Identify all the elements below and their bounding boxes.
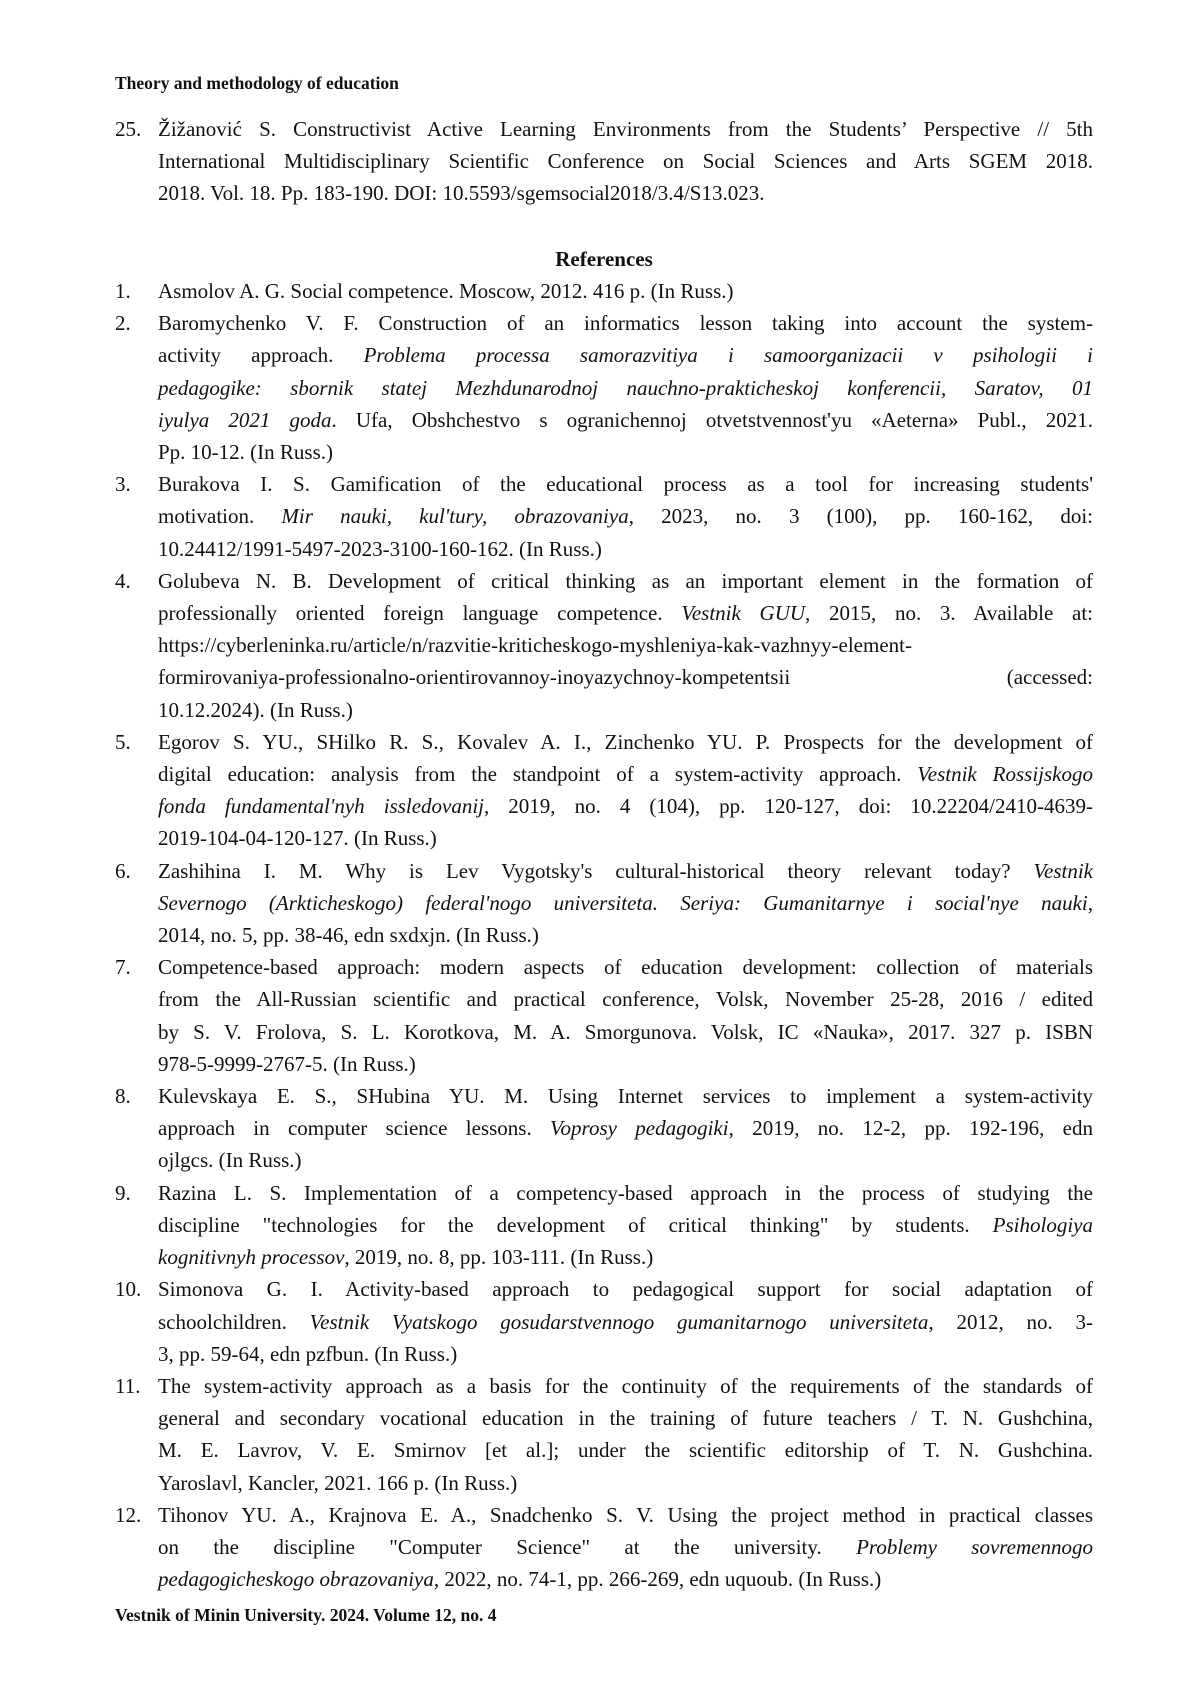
italic-source-title: pedagogike: sbornik statej Mezhdunarodnoj nauchno-prakticheskoj konferencii, Saratov, 01 <box>158 376 1093 400</box>
text-line <box>158 983 1093 1015</box>
italic-source-title: iyulya 2021 goda <box>158 408 332 432</box>
text-segment: , 2022, no. 74-1, pp. 266-269, edn uquoub. (In Russ.) <box>434 1567 881 1591</box>
reference-text <box>158 275 1093 307</box>
text-segment: Pp. 10-12. (In Russ.) <box>158 440 333 464</box>
reference-number: 1. <box>115 275 131 307</box>
text-line <box>158 468 1093 500</box>
text-segment: digital education: analysis from the standpoint of a system-activity approach. <box>158 762 917 786</box>
text-line <box>158 533 1093 565</box>
text-segment: formirovaniya-professionalno-orientirovannoy-inoyazychnoy-kompetentsii (accessed: <box>158 665 1093 689</box>
text-segment: 2014, no. 5, pp. 38-46, edn sxdxjn. (In Russ.) <box>158 923 539 947</box>
text-segment: ojlgcs. (In Russ.) <box>158 1148 302 1172</box>
text-segment: Tihonov YU. A., Krajnova E. A., Snadchenko S. V. Using the project method in practical classes <box>158 1503 1093 1527</box>
text-line <box>158 694 1093 726</box>
text-line <box>158 1273 1093 1305</box>
text-line <box>158 597 1093 629</box>
reference-entry <box>115 1080 1093 1177</box>
italic-source-title: Vestnik Rossijskogo <box>917 762 1093 786</box>
text-line <box>158 855 1093 887</box>
text-line <box>158 145 1093 177</box>
text-segment: 978-5-9999-2767-5. (In Russ.) <box>158 1052 416 1076</box>
reference-text <box>158 1177 1093 1274</box>
italic-source-title: Vestnik <box>1034 859 1093 883</box>
text-segment: Baromychenko V. F. Construction of an informatics lesson taking into account the system- <box>158 311 1093 335</box>
italic-source-title: pedagogicheskogo obrazovaniya <box>158 1567 434 1591</box>
italic-source-title: Psihologiya <box>993 1213 1093 1237</box>
reference-number: 3. <box>115 468 131 500</box>
text-line <box>158 1209 1093 1241</box>
text-segment: . Ufa, Obshchestvo s ogranichennoj otvetstvennost'yu «Aeterna» Publ., 2021. <box>332 408 1093 432</box>
reference-number: 10. <box>115 1273 141 1305</box>
reference-number: 7. <box>115 951 131 983</box>
text-segment: Competence-based approach: modern aspects of education development: collection of materials <box>158 955 1093 979</box>
text-line <box>158 790 1093 822</box>
reference-entry <box>115 726 1093 855</box>
text-line <box>158 629 1093 661</box>
text-segment: , <box>1088 891 1093 915</box>
text-line <box>158 404 1093 436</box>
text-line <box>158 565 1093 597</box>
reference-text <box>158 113 1093 210</box>
reference-entry <box>115 565 1093 726</box>
text-line <box>158 1563 1093 1595</box>
text-segment: 2019-104-04-120-127. (In Russ.) <box>158 826 437 850</box>
text-line <box>158 307 1093 339</box>
reference-text <box>158 1273 1093 1370</box>
reference-text <box>158 1080 1093 1177</box>
text-segment: , 2023, no. 3 (100), pp. 160-162, doi: <box>629 504 1093 528</box>
text-segment: Žižanović S. Constructivist Active Learning Environments from the Students’ Perspective // 5th <box>158 117 1093 141</box>
reference-entry <box>115 855 1093 952</box>
text-segment: 10.24412/1991-5497-2023-3100-160-162. (In Russ.) <box>158 537 602 561</box>
reference-text <box>158 468 1093 565</box>
reference-entry <box>115 468 1093 565</box>
text-line <box>158 661 1093 693</box>
text-segment: 10.12.2024). (In Russ.) <box>158 698 353 722</box>
text-segment: Kulevskaya E. S., SHubina YU. M. Using Internet services to implement a system-activity <box>158 1084 1093 1108</box>
text-line <box>158 500 1093 532</box>
text-line <box>158 887 1093 919</box>
text-line <box>158 1144 1093 1176</box>
reference-number: 11. <box>115 1370 140 1402</box>
text-line <box>158 1434 1093 1466</box>
reference-text <box>158 951 1093 1080</box>
reference-number: 4. <box>115 565 131 597</box>
text-segment: , 2012, no. 3- <box>928 1310 1093 1334</box>
text-segment: , 2019, no. 4 (104), pp. 120-127, doi: 10.22204/2410-4639- <box>484 794 1093 818</box>
text-line <box>158 1177 1093 1209</box>
reference-entry <box>115 1370 1093 1499</box>
text-line <box>158 1016 1093 1048</box>
text-segment: from the All-Russian scientific and practical conference, Volsk, November 25-28, 2016 / edited <box>158 987 1093 1011</box>
reference-number: 25. <box>115 113 141 145</box>
text-line <box>158 1531 1093 1563</box>
text-line <box>158 1241 1093 1273</box>
italic-source-title: fonda fundamental'nyh issledovanij <box>158 794 484 818</box>
reference-number: 8. <box>115 1080 131 1112</box>
text-line <box>158 1370 1093 1402</box>
text-segment: activity approach. <box>158 343 364 367</box>
text-segment: M. E. Lavrov, V. E. Smirnov [et al.]; under the scientific editorship of T. N. Gushchina. <box>158 1438 1093 1462</box>
references-heading: References <box>115 243 1093 275</box>
text-segment: Egorov S. YU., SHilko R. S., Kovalev A. I., Zinchenko YU. P. Prospects for the development of <box>158 730 1093 754</box>
text-segment: by S. V. Frolova, S. L. Korotkova, M. A. Smorgunova. Volsk, IC «Nauka», 2017. 327 p. ISBN <box>158 1020 1093 1044</box>
text-line <box>158 1499 1093 1531</box>
running-header: Theory and methodology of education <box>115 73 399 94</box>
text-segment: general and secondary vocational education in the training of future teachers / T. N. Gushchina, <box>158 1406 1093 1430</box>
text-segment: International Multidisciplinary Scientific Conference on Social Sciences and Arts SGEM 2018. <box>158 149 1093 173</box>
text-line <box>158 951 1093 983</box>
italic-source-title: Mir nauki, kul'tury, obrazovaniya <box>281 504 628 528</box>
text-line <box>158 436 1093 468</box>
text-segment: Yaroslavl, Kancler, 2021. 166 p. (In Russ.) <box>158 1471 517 1495</box>
reference-text <box>158 726 1093 855</box>
running-footer: Vestnik of Minin University. 2024. Volume 12, no. 4 <box>115 1605 497 1626</box>
reference-entry-25 <box>115 113 1093 210</box>
reference-entry <box>115 1499 1093 1596</box>
text-segment: The system-activity approach as a basis for the continuity of the requirements of the standards of <box>158 1374 1093 1398</box>
reference-number: 5. <box>115 726 131 758</box>
reference-text <box>158 1499 1093 1596</box>
italic-source-title: Problema processa samorazvitiya i samoorganizacii v psihologii i <box>364 343 1093 367</box>
italic-source-title: kognitivnyh processov <box>158 1245 344 1269</box>
text-line <box>158 1306 1093 1338</box>
reference-text <box>158 307 1093 468</box>
text-line <box>158 339 1093 371</box>
text-segment: motivation. <box>158 504 281 528</box>
text-segment: Zashihina I. M. Why is Lev Vygotsky's cultural-historical theory relevant today? <box>158 859 1034 883</box>
text-segment: approach in computer science lessons. <box>158 1116 550 1140</box>
text-segment: 2018. Vol. 18. Pp. 183-190. DOI: 10.5593/sgemsocial2018/3.4/S13.023. <box>158 181 765 205</box>
text-segment: professionally oriented foreign language competence. <box>158 601 681 625</box>
text-line <box>158 919 1093 951</box>
text-segment: Asmolov A. G. Social competence. Moscow, 2012. 416 p. (In Russ.) <box>158 279 734 303</box>
reference-entry <box>115 1273 1093 1370</box>
italic-source-title: Vestnik Vyatskogo gosudarstvennogo gumanitarnogo universiteta <box>310 1310 929 1334</box>
italic-source-title: Problemy sovremennogo <box>856 1535 1093 1559</box>
reference-number: 12. <box>115 1499 141 1531</box>
text-line <box>158 1112 1093 1144</box>
text-line <box>158 275 1093 307</box>
references-list <box>0 275 978 1595</box>
text-line <box>158 758 1093 790</box>
text-segment: Simonova G. I. Activity-based approach to pedagogical support for social adaptation of <box>158 1277 1093 1301</box>
reference-number: 2. <box>115 307 131 339</box>
text-line <box>158 1080 1093 1112</box>
text-line <box>158 726 1093 758</box>
text-line <box>158 1338 1093 1370</box>
text-segment: https://cyberleninka.ru/article/n/razvitie-kriticheskogo-myshleniya-kak-vazhnyy-element- <box>158 633 912 657</box>
reference-entry <box>115 951 1093 1080</box>
text-line <box>158 372 1093 404</box>
text-segment: , 2019, no. 12-2, pp. 192-196, edn <box>729 1116 1093 1140</box>
text-segment: Burakova I. S. Gamification of the educational process as a tool for increasing students' <box>158 472 1093 496</box>
reference-entry <box>115 1177 1093 1274</box>
reference-number: 9. <box>115 1177 131 1209</box>
text-segment: schoolchildren. <box>158 1310 310 1334</box>
text-segment: Golubeva N. B. Development of critical thinking as an important element in the formation of <box>158 569 1093 593</box>
reference-entry <box>115 275 1093 307</box>
reference-text <box>158 855 1093 952</box>
text-line <box>158 1402 1093 1434</box>
text-segment: , 2015, no. 3. Available at: <box>805 601 1093 625</box>
text-line <box>158 113 1093 145</box>
text-segment: Razina L. S. Implementation of a competency-based approach in the process of studying the <box>158 1181 1093 1205</box>
italic-source-title: Severnogo (Arkticheskogo) federal'nogo universiteta. Seriya: Gumanitarnye i social'nye nauki <box>158 891 1088 915</box>
reference-entry <box>115 307 1093 468</box>
text-line <box>158 822 1093 854</box>
italic-source-title: Vestnik GUU <box>681 601 805 625</box>
text-line <box>158 1048 1093 1080</box>
text-segment: 3, pp. 59-64, edn pzfbun. (In Russ.) <box>158 1342 457 1366</box>
text-segment: discipline "technologies for the development of critical thinking" by students. <box>158 1213 993 1237</box>
text-line <box>158 1467 1093 1499</box>
reference-text <box>158 565 1093 726</box>
reference-text <box>158 1370 1093 1499</box>
italic-source-title: Voprosy pedagogiki <box>550 1116 729 1140</box>
reference-number: 6. <box>115 855 131 887</box>
text-segment: , 2019, no. 8, pp. 103-111. (In Russ.) <box>344 1245 653 1269</box>
text-segment: on the discipline "Computer Science" at the university. <box>158 1535 856 1559</box>
text-line <box>158 177 1093 209</box>
